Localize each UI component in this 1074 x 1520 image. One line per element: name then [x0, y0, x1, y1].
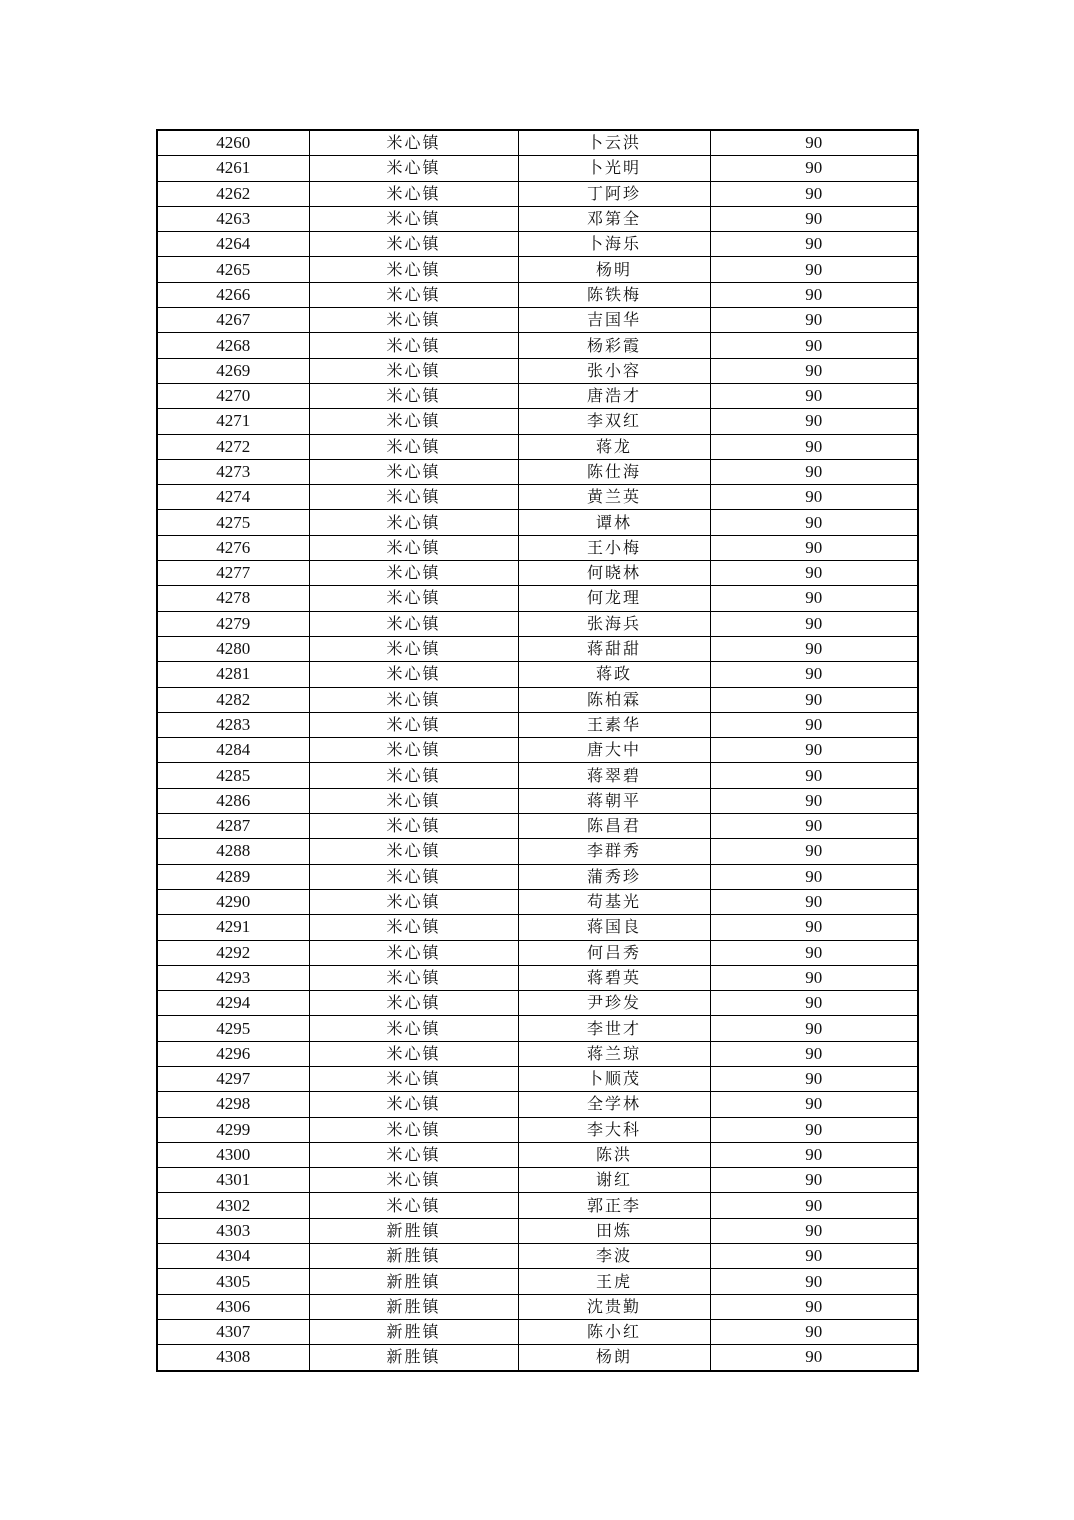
table-row: [157, 333, 918, 358]
town-cell: 米心镇: [309, 1168, 518, 1193]
record-number-cell: 4299: [157, 1117, 309, 1142]
person-name-cell: 李双红: [518, 409, 710, 434]
person-name-cell: 唐浩才: [518, 383, 710, 408]
score-cell: 90: [710, 586, 918, 611]
person-name-cell: 卜云洪: [518, 130, 710, 156]
person-name-cell: 苟基光: [518, 889, 710, 914]
table-row: [157, 814, 918, 839]
record-number-cell: 4277: [157, 561, 309, 586]
score-cell: 90: [710, 839, 918, 864]
town-cell: 米心镇: [309, 839, 518, 864]
record-number-cell: 4275: [157, 510, 309, 535]
town-cell: 米心镇: [309, 611, 518, 636]
table-row: [157, 788, 918, 813]
record-number-cell: 4264: [157, 232, 309, 257]
score-cell: 90: [710, 1142, 918, 1167]
town-cell: 米心镇: [309, 510, 518, 535]
record-number-cell: 4296: [157, 1041, 309, 1066]
table-row: [157, 383, 918, 408]
record-number-cell: 4306: [157, 1294, 309, 1319]
score-cell: 90: [710, 864, 918, 889]
town-cell: 米心镇: [309, 965, 518, 990]
record-number-cell: 4260: [157, 130, 309, 156]
person-name-cell: 陈洪: [518, 1142, 710, 1167]
person-name-cell: 李世才: [518, 1016, 710, 1041]
person-name-cell: 何吕秀: [518, 940, 710, 965]
person-name-cell: 尹珍发: [518, 991, 710, 1016]
person-name-cell: 杨明: [518, 257, 710, 282]
person-name-cell: 张海兵: [518, 611, 710, 636]
record-number-cell: 4295: [157, 1016, 309, 1041]
table-row: [157, 864, 918, 889]
table-row: [157, 1117, 918, 1142]
person-name-cell: 蒋龙: [518, 434, 710, 459]
score-cell: 90: [710, 1066, 918, 1091]
table-row: [157, 1168, 918, 1193]
table-row: [157, 965, 918, 990]
score-cell: 90: [710, 130, 918, 156]
person-name-cell: 王虎: [518, 1269, 710, 1294]
table-row: [157, 232, 918, 257]
score-cell: 90: [710, 535, 918, 560]
table-row: [157, 636, 918, 661]
town-cell: 米心镇: [309, 206, 518, 231]
town-cell: 米心镇: [309, 156, 518, 181]
person-name-cell: 陈铁梅: [518, 282, 710, 307]
roster-table-body: [157, 130, 918, 1371]
record-number-cell: 4289: [157, 864, 309, 889]
table-row: [157, 1016, 918, 1041]
record-number-cell: 4271: [157, 409, 309, 434]
table-row: [157, 1193, 918, 1218]
town-cell: 米心镇: [309, 434, 518, 459]
score-cell: 90: [710, 510, 918, 535]
record-number-cell: 4308: [157, 1345, 309, 1371]
score-cell: 90: [710, 611, 918, 636]
score-cell: 90: [710, 1193, 918, 1218]
table-row: [157, 257, 918, 282]
table-row: [157, 206, 918, 231]
table-row: [157, 1066, 918, 1091]
table-row: [157, 1294, 918, 1319]
record-number-cell: 4268: [157, 333, 309, 358]
record-number-cell: 4291: [157, 915, 309, 940]
table-row: [157, 586, 918, 611]
score-cell: 90: [710, 308, 918, 333]
score-cell: 90: [710, 712, 918, 737]
person-name-cell: 张小容: [518, 358, 710, 383]
person-name-cell: 陈昌君: [518, 814, 710, 839]
person-name-cell: 卜海乐: [518, 232, 710, 257]
score-cell: 90: [710, 1117, 918, 1142]
town-cell: 米心镇: [309, 232, 518, 257]
town-cell: 新胜镇: [309, 1345, 518, 1371]
table-row: [157, 459, 918, 484]
person-name-cell: 蒋兰琼: [518, 1041, 710, 1066]
town-cell: 米心镇: [309, 485, 518, 510]
table-row: [157, 687, 918, 712]
person-name-cell: 蒋朝平: [518, 788, 710, 813]
town-cell: 新胜镇: [309, 1244, 518, 1269]
town-cell: 新胜镇: [309, 1269, 518, 1294]
town-cell: 米心镇: [309, 889, 518, 914]
score-cell: 90: [710, 889, 918, 914]
table-row: [157, 611, 918, 636]
record-number-cell: 4307: [157, 1319, 309, 1344]
score-cell: 90: [710, 1319, 918, 1344]
town-cell: 米心镇: [309, 814, 518, 839]
person-name-cell: 全学林: [518, 1092, 710, 1117]
person-name-cell: 丁阿珍: [518, 181, 710, 206]
table-row: [157, 358, 918, 383]
score-cell: 90: [710, 1092, 918, 1117]
record-number-cell: 4280: [157, 636, 309, 661]
score-cell: 90: [710, 181, 918, 206]
town-cell: 米心镇: [309, 1066, 518, 1091]
person-name-cell: 何龙理: [518, 586, 710, 611]
person-name-cell: 李波: [518, 1244, 710, 1269]
person-name-cell: 蒲秀珍: [518, 864, 710, 889]
town-cell: 米心镇: [309, 1092, 518, 1117]
score-cell: 90: [710, 232, 918, 257]
score-cell: 90: [710, 257, 918, 282]
score-cell: 90: [710, 333, 918, 358]
person-name-cell: 谭林: [518, 510, 710, 535]
town-cell: 新胜镇: [309, 1218, 518, 1243]
person-name-cell: 田炼: [518, 1218, 710, 1243]
score-cell: 90: [710, 409, 918, 434]
person-name-cell: 杨彩霞: [518, 333, 710, 358]
score-cell: 90: [710, 814, 918, 839]
record-number-cell: 4276: [157, 535, 309, 560]
town-cell: 米心镇: [309, 712, 518, 737]
record-number-cell: 4270: [157, 383, 309, 408]
record-number-cell: 4272: [157, 434, 309, 459]
score-cell: 90: [710, 636, 918, 661]
town-cell: 米心镇: [309, 130, 518, 156]
town-cell: 米心镇: [309, 358, 518, 383]
town-cell: 米心镇: [309, 915, 518, 940]
person-name-cell: 唐大中: [518, 738, 710, 763]
table-row: [157, 712, 918, 737]
person-name-cell: 杨朗: [518, 1345, 710, 1371]
score-cell: 90: [710, 915, 918, 940]
record-number-cell: 4281: [157, 662, 309, 687]
town-cell: 米心镇: [309, 1117, 518, 1142]
person-name-cell: 谢红: [518, 1168, 710, 1193]
record-number-cell: 4283: [157, 712, 309, 737]
score-cell: 90: [710, 1041, 918, 1066]
town-cell: 米心镇: [309, 257, 518, 282]
record-number-cell: 4261: [157, 156, 309, 181]
record-number-cell: 4301: [157, 1168, 309, 1193]
score-cell: 90: [710, 763, 918, 788]
town-cell: 米心镇: [309, 459, 518, 484]
town-cell: 米心镇: [309, 409, 518, 434]
table-row: [157, 510, 918, 535]
score-cell: 90: [710, 991, 918, 1016]
person-name-cell: 李群秀: [518, 839, 710, 864]
score-cell: 90: [710, 1269, 918, 1294]
table-row: [157, 839, 918, 864]
record-number-cell: 4273: [157, 459, 309, 484]
town-cell: 米心镇: [309, 561, 518, 586]
table-row: [157, 1041, 918, 1066]
person-name-cell: 蒋翠碧: [518, 763, 710, 788]
table-row: [157, 1142, 918, 1167]
person-name-cell: 陈仕海: [518, 459, 710, 484]
record-number-cell: 4297: [157, 1066, 309, 1091]
score-cell: 90: [710, 282, 918, 307]
score-cell: 90: [710, 1016, 918, 1041]
score-cell: 90: [710, 459, 918, 484]
town-cell: 米心镇: [309, 636, 518, 661]
record-number-cell: 4300: [157, 1142, 309, 1167]
town-cell: 米心镇: [309, 1193, 518, 1218]
town-cell: 米心镇: [309, 383, 518, 408]
table-row: [157, 485, 918, 510]
score-cell: 90: [710, 788, 918, 813]
roster-table: [156, 129, 919, 1372]
table-row: [157, 1092, 918, 1117]
record-number-cell: 4288: [157, 839, 309, 864]
table-row: [157, 308, 918, 333]
score-cell: 90: [710, 1244, 918, 1269]
score-cell: 90: [710, 383, 918, 408]
score-cell: 90: [710, 687, 918, 712]
score-cell: 90: [710, 561, 918, 586]
record-number-cell: 4269: [157, 358, 309, 383]
person-name-cell: 卜光明: [518, 156, 710, 181]
town-cell: 米心镇: [309, 586, 518, 611]
town-cell: 米心镇: [309, 333, 518, 358]
town-cell: 米心镇: [309, 687, 518, 712]
town-cell: 米心镇: [309, 788, 518, 813]
record-number-cell: 4290: [157, 889, 309, 914]
person-name-cell: 陈柏霖: [518, 687, 710, 712]
score-cell: 90: [710, 485, 918, 510]
town-cell: 米心镇: [309, 738, 518, 763]
town-cell: 米心镇: [309, 864, 518, 889]
town-cell: 米心镇: [309, 1041, 518, 1066]
record-number-cell: 4279: [157, 611, 309, 636]
person-name-cell: 蒋甜甜: [518, 636, 710, 661]
table-row: [157, 1218, 918, 1243]
record-number-cell: 4282: [157, 687, 309, 712]
table-row: [157, 662, 918, 687]
record-number-cell: 4284: [157, 738, 309, 763]
table-row: [157, 991, 918, 1016]
score-cell: 90: [710, 1294, 918, 1319]
town-cell: 米心镇: [309, 662, 518, 687]
town-cell: 米心镇: [309, 940, 518, 965]
record-number-cell: 4263: [157, 206, 309, 231]
record-number-cell: 4286: [157, 788, 309, 813]
record-number-cell: 4278: [157, 586, 309, 611]
person-name-cell: 陈小红: [518, 1319, 710, 1344]
town-cell: 米心镇: [309, 991, 518, 1016]
person-name-cell: 何晓林: [518, 561, 710, 586]
record-number-cell: 4266: [157, 282, 309, 307]
table-row: [157, 1345, 918, 1371]
town-cell: 米心镇: [309, 1142, 518, 1167]
score-cell: 90: [710, 1345, 918, 1371]
record-number-cell: 4287: [157, 814, 309, 839]
table-row: [157, 1244, 918, 1269]
person-name-cell: 吉国华: [518, 308, 710, 333]
record-number-cell: 4267: [157, 308, 309, 333]
town-cell: 米心镇: [309, 282, 518, 307]
table-row: [157, 738, 918, 763]
record-number-cell: 4262: [157, 181, 309, 206]
score-cell: 90: [710, 965, 918, 990]
person-name-cell: 蒋国良: [518, 915, 710, 940]
town-cell: 米心镇: [309, 763, 518, 788]
score-cell: 90: [710, 1168, 918, 1193]
town-cell: 新胜镇: [309, 1294, 518, 1319]
table-row: [157, 561, 918, 586]
table-row: [157, 1319, 918, 1344]
record-number-cell: 4274: [157, 485, 309, 510]
score-cell: 90: [710, 738, 918, 763]
score-cell: 90: [710, 434, 918, 459]
person-name-cell: 沈贵勤: [518, 1294, 710, 1319]
table-row: [157, 409, 918, 434]
town-cell: 新胜镇: [309, 1319, 518, 1344]
score-cell: 90: [710, 358, 918, 383]
record-number-cell: 4302: [157, 1193, 309, 1218]
score-cell: 90: [710, 662, 918, 687]
score-cell: 90: [710, 940, 918, 965]
record-number-cell: 4292: [157, 940, 309, 965]
town-cell: 米心镇: [309, 308, 518, 333]
record-number-cell: 4304: [157, 1244, 309, 1269]
table-row: [157, 889, 918, 914]
record-number-cell: 4265: [157, 257, 309, 282]
table-row: [157, 156, 918, 181]
record-number-cell: 4305: [157, 1269, 309, 1294]
table-row: [157, 181, 918, 206]
table-row: [157, 915, 918, 940]
person-name-cell: 黄兰英: [518, 485, 710, 510]
score-cell: 90: [710, 156, 918, 181]
record-number-cell: 4294: [157, 991, 309, 1016]
table-row: [157, 1269, 918, 1294]
record-number-cell: 4298: [157, 1092, 309, 1117]
record-number-cell: 4285: [157, 763, 309, 788]
person-name-cell: 王小梅: [518, 535, 710, 560]
person-name-cell: 王素华: [518, 712, 710, 737]
table-row: [157, 940, 918, 965]
person-name-cell: 李大科: [518, 1117, 710, 1142]
town-cell: 米心镇: [309, 1016, 518, 1041]
person-name-cell: 蒋政: [518, 662, 710, 687]
person-name-cell: 郭正李: [518, 1193, 710, 1218]
town-cell: 米心镇: [309, 535, 518, 560]
table-row: [157, 282, 918, 307]
person-name-cell: 卜顺茂: [518, 1066, 710, 1091]
record-number-cell: 4293: [157, 965, 309, 990]
table-row: [157, 763, 918, 788]
person-name-cell: 邓第全: [518, 206, 710, 231]
score-cell: 90: [710, 206, 918, 231]
score-cell: 90: [710, 1218, 918, 1243]
person-name-cell: 蒋碧英: [518, 965, 710, 990]
town-cell: 米心镇: [309, 181, 518, 206]
table-row: [157, 130, 918, 156]
table-row: [157, 535, 918, 560]
table-row: [157, 434, 918, 459]
record-number-cell: 4303: [157, 1218, 309, 1243]
